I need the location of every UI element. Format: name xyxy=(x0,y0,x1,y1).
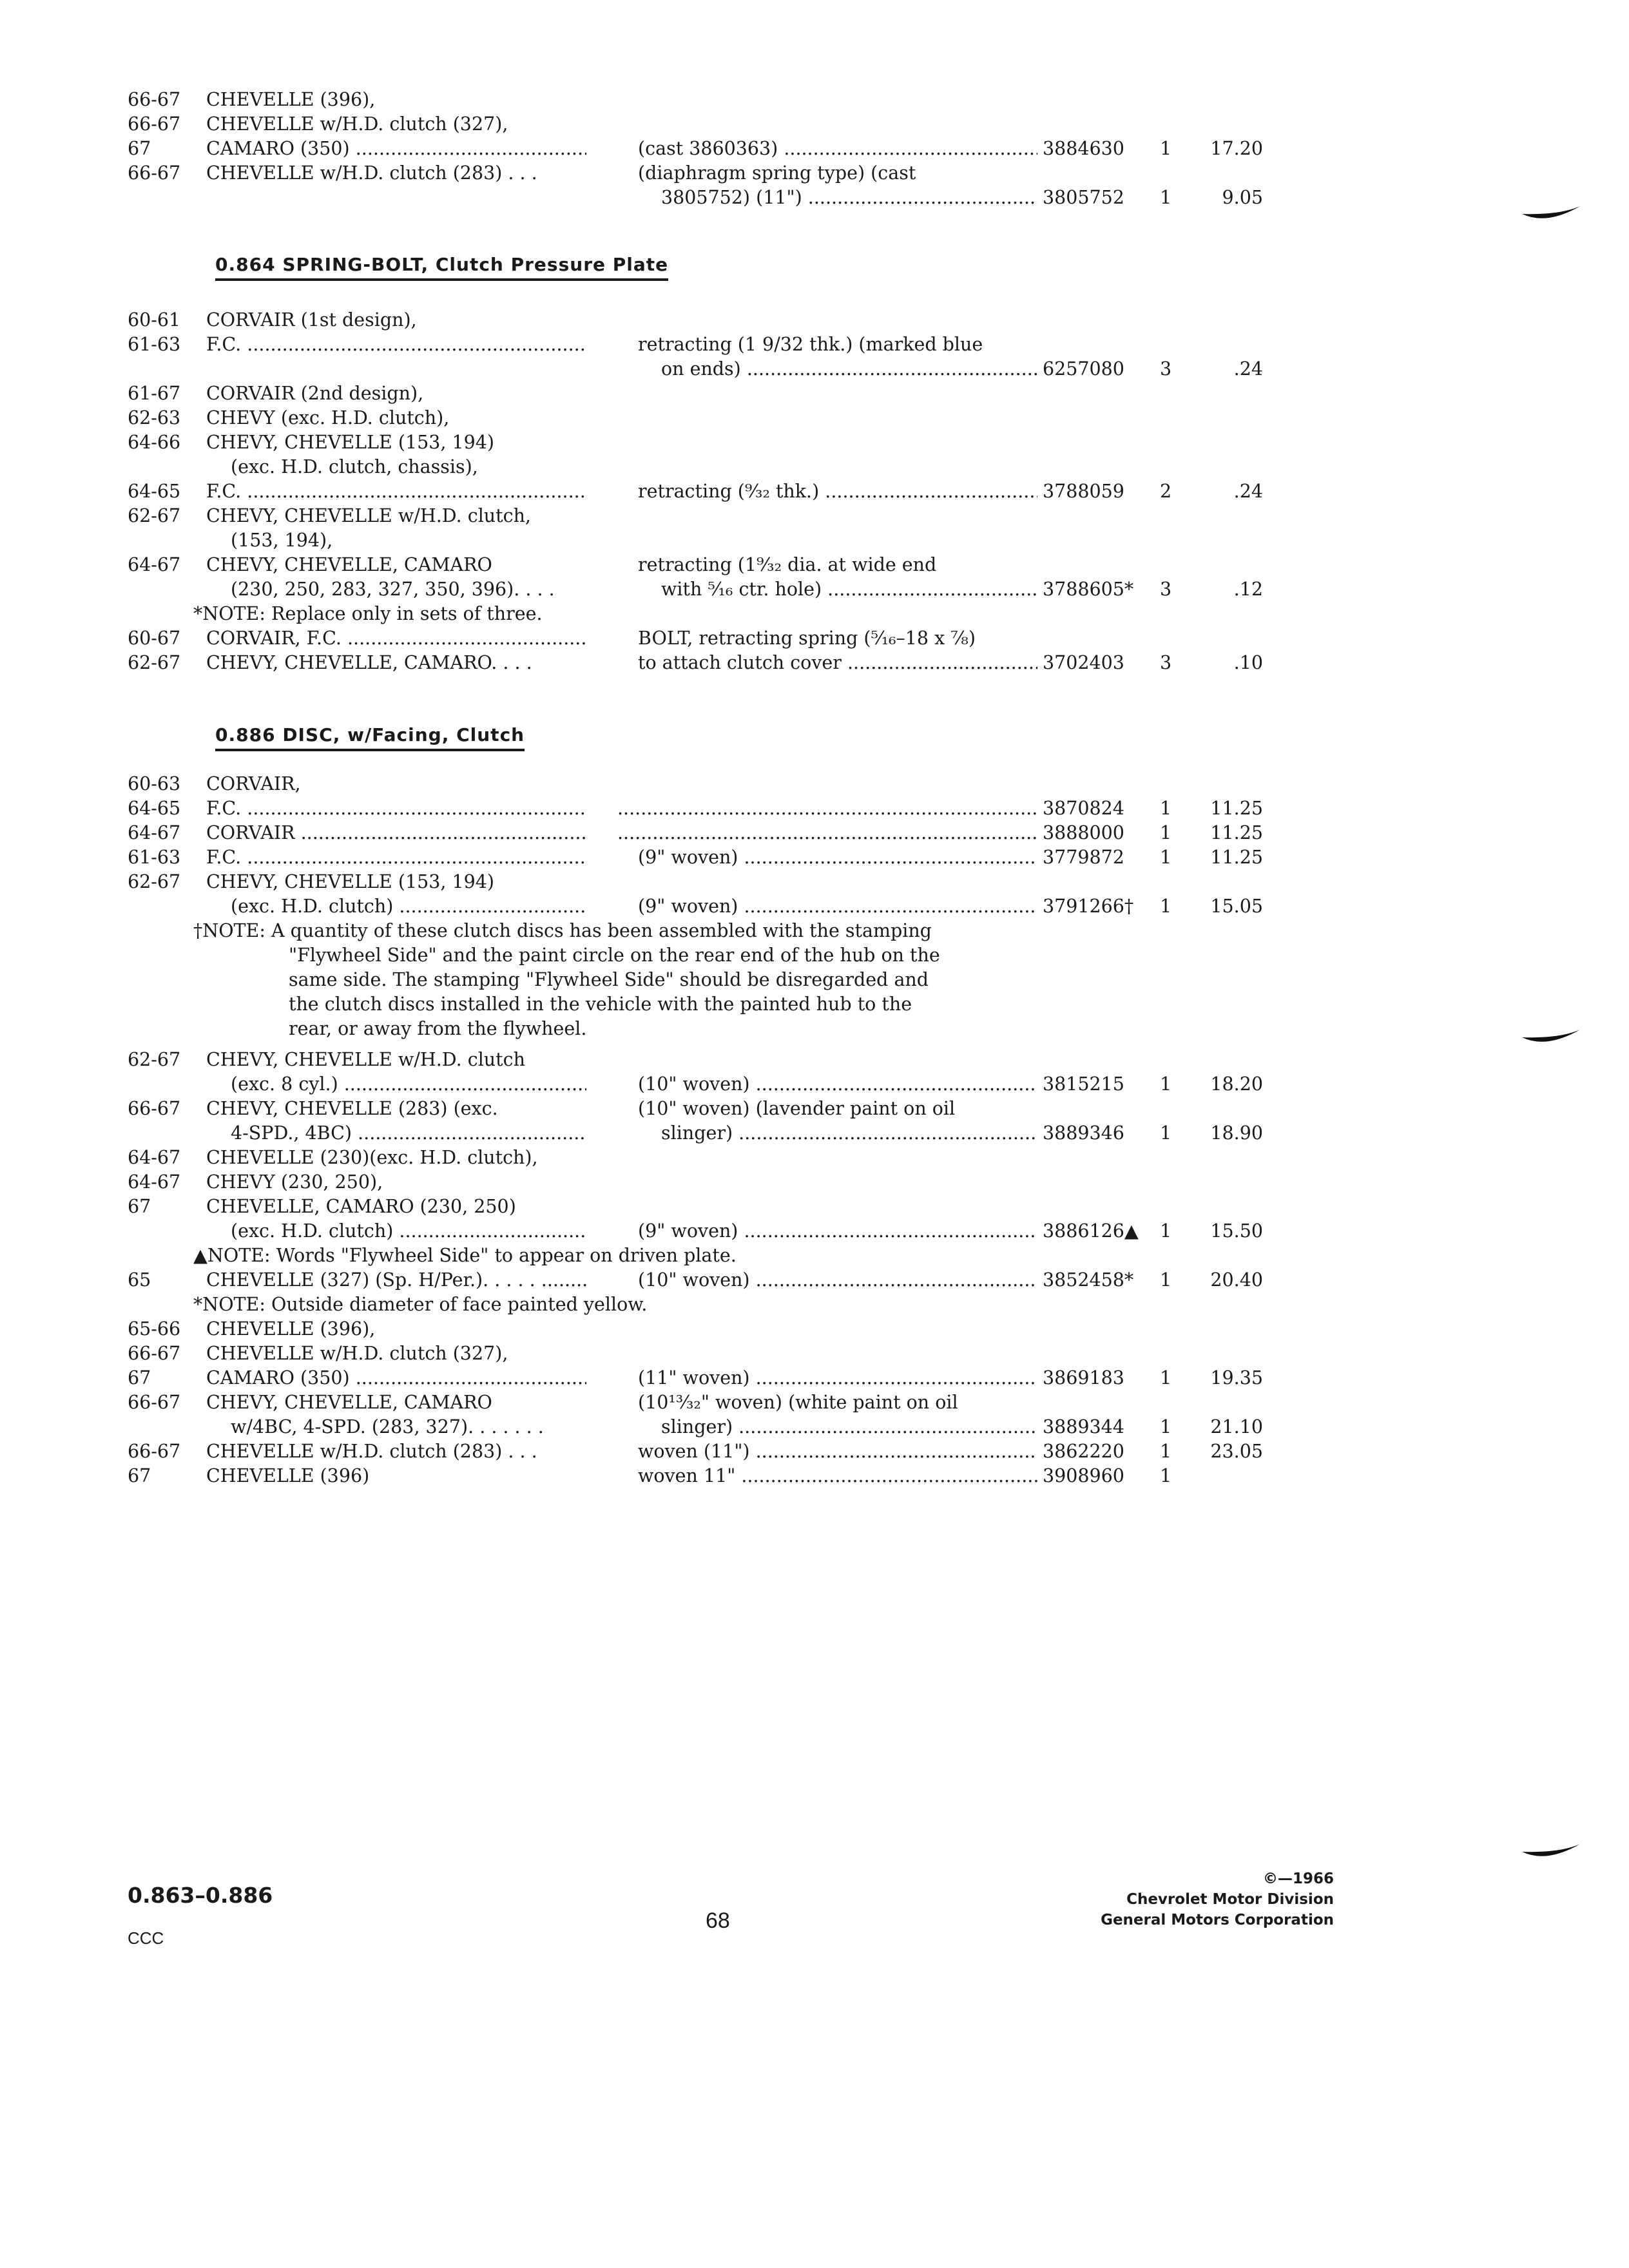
part-number: 6257080 xyxy=(1043,358,1124,380)
price: 18.90 xyxy=(1210,1122,1263,1144)
price: 11.25 xyxy=(1210,798,1263,819)
price: 23.05 xyxy=(1210,1441,1263,1462)
note-row xyxy=(0,1244,1629,1268)
model-description: CHEVELLE (396) xyxy=(206,1465,370,1486)
part-number: 3884630 xyxy=(1043,138,1124,159)
binder-tab-mark xyxy=(1521,204,1583,226)
part-number: 3788059 xyxy=(1043,481,1124,502)
note-row xyxy=(0,602,1629,626)
note-row xyxy=(0,919,1629,943)
part-row xyxy=(0,894,1629,919)
part-row xyxy=(0,796,1629,821)
model-description: CHEVELLE w/H.D. clutch (327), xyxy=(206,113,508,135)
part-row xyxy=(0,870,1629,894)
part-number: 3889346 xyxy=(1043,1122,1124,1144)
model-description: CHEVELLE (396), xyxy=(206,89,376,110)
part-description: slinger) ..... xyxy=(661,1415,1037,1439)
division-name: Chevrolet Motor Division xyxy=(1126,1891,1334,1908)
catalog-code: CCC xyxy=(128,1928,164,1948)
model-description: F.C. ..... xyxy=(206,845,586,870)
part-row xyxy=(0,651,1629,675)
model-description: (exc. 8 cyl.) ..... xyxy=(231,1072,586,1097)
part-description: slinger) ..... xyxy=(661,1121,1037,1146)
year-range: 67 xyxy=(128,138,151,159)
year-range: 61-67 xyxy=(128,383,181,404)
part-row xyxy=(0,479,1629,504)
part-row xyxy=(0,1170,1629,1195)
model-description: CHEVELLE (327) (Sp. H/Per.). . . . . ..... xyxy=(206,1268,586,1293)
part-row xyxy=(0,1268,1629,1293)
year-range: 62-67 xyxy=(128,1049,181,1070)
year-range: 64-67 xyxy=(128,1171,181,1193)
footnote-text: same side. The stamping "Flywheel Side" should be disregarded and xyxy=(289,969,929,990)
year-range: 64-65 xyxy=(128,481,181,502)
part-description: woven 11" ..... xyxy=(638,1464,1037,1488)
quantity: 1 xyxy=(1160,1441,1172,1462)
year-range: 64-67 xyxy=(128,554,181,575)
quantity: 1 xyxy=(1160,1220,1172,1242)
year-range: 67 xyxy=(128,1196,151,1217)
price: 11.25 xyxy=(1210,822,1263,843)
price: .24 xyxy=(1233,358,1263,380)
part-number: 3805752 xyxy=(1043,187,1124,208)
model-description: w/4BC, 4-SPD. (283, 327). . . . . . . xyxy=(231,1416,544,1437)
part-description: 3805752) (11") ..... xyxy=(661,186,1037,210)
part-description: (cast 3860363) ..... xyxy=(638,137,1037,161)
part-row xyxy=(0,821,1629,845)
part-description: BOLT, retracting spring (⁵⁄₁₆–18 x ⁷⁄₈) xyxy=(638,628,976,649)
part-row xyxy=(0,308,1629,332)
part-description: (10" woven) ..... xyxy=(638,1072,1037,1097)
year-range: 60-61 xyxy=(128,309,181,331)
year-range: 60-67 xyxy=(128,628,181,649)
quantity: 1 xyxy=(1160,187,1172,208)
model-description: CHEVELLE w/H.D. clutch (283) . . . xyxy=(206,1441,537,1462)
model-description: CORVAIR ..... xyxy=(206,821,586,845)
quantity: 1 xyxy=(1160,1073,1172,1095)
model-description: (153, 194), xyxy=(231,530,333,551)
footnote-text: rear, or away from the flywheel. xyxy=(289,1018,587,1039)
quantity: 3 xyxy=(1160,579,1172,600)
part-description xyxy=(617,821,1037,845)
note-row xyxy=(0,1293,1629,1317)
quantity: 3 xyxy=(1160,358,1172,380)
part-row xyxy=(0,504,1629,528)
binder-tab-mark xyxy=(1521,1027,1583,1049)
part-description: (9" woven) ..... xyxy=(638,845,1037,870)
model-description: F.C. ..... xyxy=(206,332,586,357)
model-description: CHEVELLE w/H.D. clutch (327), xyxy=(206,1343,508,1364)
price: 11.25 xyxy=(1210,847,1263,868)
part-row xyxy=(0,332,1629,357)
model-description: CHEVY (230, 250), xyxy=(206,1171,383,1193)
price: 17.20 xyxy=(1210,138,1263,159)
quantity: 1 xyxy=(1160,1416,1172,1437)
year-range: 60-63 xyxy=(128,773,181,794)
footnote-text: *NOTE: Outside diameter of face painted yellow. xyxy=(193,1294,648,1315)
part-description: (diaphragm spring type) (cast xyxy=(638,162,916,184)
part-row xyxy=(0,1390,1629,1415)
quantity: 2 xyxy=(1160,481,1172,502)
part-number: 3815215 xyxy=(1043,1073,1124,1095)
part-description: (10" woven) (lavender paint on oil xyxy=(638,1098,956,1119)
year-range: 66-67 xyxy=(128,113,181,135)
part-number: 3791266† xyxy=(1043,896,1134,917)
part-row xyxy=(0,406,1629,430)
year-range: 66-67 xyxy=(128,162,181,184)
model-description: CHEVY, CHEVELLE (153, 194) xyxy=(206,432,495,453)
part-row xyxy=(0,1366,1629,1390)
model-description: CORVAIR (2nd design), xyxy=(206,383,424,404)
section-heading-0864: 0.864 SPRING-BOLT, Clutch Pressure Plate xyxy=(215,253,668,281)
year-range: 67 xyxy=(128,1367,151,1389)
price: 21.10 xyxy=(1210,1416,1263,1437)
part-row xyxy=(0,161,1629,186)
corporation-name: General Motors Corporation xyxy=(1101,1912,1334,1928)
part-number: 3888000 xyxy=(1043,822,1124,843)
price: .24 xyxy=(1233,481,1263,502)
part-description xyxy=(617,796,1037,821)
note-row xyxy=(0,943,1629,968)
part-description: woven (11") ..... xyxy=(638,1439,1037,1464)
footnote-text: the clutch discs installed in the vehicle with the painted hub to the xyxy=(289,994,912,1015)
part-row xyxy=(0,1048,1629,1072)
footnote-text: *NOTE: Replace only in sets of three. xyxy=(193,603,543,624)
model-description: CHEVY, CHEVELLE, CAMARO. . . . xyxy=(206,652,532,673)
year-range: 61-63 xyxy=(128,334,181,355)
part-row xyxy=(0,1146,1629,1170)
part-description: (11" woven) ..... xyxy=(638,1366,1037,1390)
year-range: 64-67 xyxy=(128,822,181,843)
quantity: 1 xyxy=(1160,1465,1172,1486)
note-row xyxy=(0,992,1629,1017)
model-description: (exc. H.D. clutch, chassis), xyxy=(231,456,478,477)
part-row xyxy=(0,1464,1629,1488)
part-row xyxy=(0,845,1629,870)
year-range: 61-63 xyxy=(128,847,181,868)
model-description: CHEVELLE (396), xyxy=(206,1318,376,1340)
part-row xyxy=(0,455,1629,479)
part-row xyxy=(0,357,1629,381)
footnote-text: †NOTE: A quantity of these clutch discs has been assembled with the stamping xyxy=(193,920,932,941)
model-description: F.C. ..... xyxy=(206,796,586,821)
year-range: 64-67 xyxy=(128,1147,181,1168)
price: 9.05 xyxy=(1222,187,1263,208)
quantity: 1 xyxy=(1160,1269,1172,1291)
model-description: CHEVY (exc. H.D. clutch), xyxy=(206,407,450,428)
year-range: 64-65 xyxy=(128,798,181,819)
model-description: CHEVY, CHEVELLE, CAMARO xyxy=(206,554,492,575)
part-row xyxy=(0,1097,1629,1121)
part-description: (10¹³⁄₃₂" woven) (white paint on oil xyxy=(638,1392,958,1413)
part-row xyxy=(0,1341,1629,1366)
quantity: 1 xyxy=(1160,1367,1172,1389)
part-row xyxy=(0,626,1629,651)
part-row xyxy=(0,1219,1629,1244)
page-number: 68 xyxy=(706,1908,730,1933)
year-range: 66-67 xyxy=(128,1392,181,1413)
part-row xyxy=(0,1195,1629,1219)
part-row xyxy=(0,1072,1629,1097)
part-row xyxy=(0,112,1629,137)
model-description: F.C. ..... xyxy=(206,479,586,504)
part-number: 3869183 xyxy=(1043,1367,1124,1389)
quantity: 1 xyxy=(1160,138,1172,159)
price: 15.05 xyxy=(1210,896,1263,917)
footnote-text: ▲NOTE: Words "Flywheel Side" to appear on driven plate. xyxy=(193,1245,737,1266)
year-range: 66-67 xyxy=(128,1441,181,1462)
part-description: (9" woven) ..... xyxy=(638,1219,1037,1244)
model-description: CHEVY, CHEVELLE (283) (exc. xyxy=(206,1098,498,1119)
part-row xyxy=(0,88,1629,112)
part-number: 3908960 xyxy=(1043,1465,1124,1486)
part-description: (9" woven) ..... xyxy=(638,894,1037,919)
price: 19.35 xyxy=(1210,1367,1263,1389)
year-range: 64-66 xyxy=(128,432,181,453)
copyright-block xyxy=(1101,1869,1334,1930)
copyright-year: ©—1966 xyxy=(1262,1870,1334,1887)
model-description: CHEVELLE (230)(exc. H.D. clutch), xyxy=(206,1147,538,1168)
part-row xyxy=(0,430,1629,455)
year-range: 66-67 xyxy=(128,89,181,110)
part-row xyxy=(0,1415,1629,1439)
part-number: 3862220 xyxy=(1043,1441,1124,1462)
note-row xyxy=(0,968,1629,992)
year-range: 62-67 xyxy=(128,871,181,892)
quantity: 1 xyxy=(1160,847,1172,868)
part-description: retracting (1 9/32 thk.) (marked blue xyxy=(638,334,983,355)
part-row xyxy=(0,772,1629,796)
part-number: 3886126▲ xyxy=(1043,1220,1139,1242)
model-description: CHEVELLE, CAMARO (230, 250) xyxy=(206,1196,516,1217)
quantity: 3 xyxy=(1160,652,1172,673)
part-description: (10" woven) ..... xyxy=(638,1268,1037,1293)
year-range: 65 xyxy=(128,1269,151,1291)
part-number: 3852458* xyxy=(1043,1269,1134,1291)
quantity: 1 xyxy=(1160,822,1172,843)
section-heading-0886: 0.886 DISC, w/Facing, Clutch xyxy=(215,723,525,751)
part-row xyxy=(0,137,1629,161)
part-row xyxy=(0,553,1629,577)
part-description: on ends) ..... xyxy=(661,357,1037,381)
model-description: (exc. H.D. clutch) ..... xyxy=(231,1219,586,1244)
model-description: CHEVELLE w/H.D. clutch (283) . . . xyxy=(206,162,537,184)
part-number: 3870824 xyxy=(1043,798,1124,819)
part-description: to attach clutch cover ..... xyxy=(638,651,1037,675)
section-range: 0.863–0.886 xyxy=(128,1883,273,1908)
year-range: 66-67 xyxy=(128,1343,181,1364)
part-number: 3788605* xyxy=(1043,579,1134,600)
year-range: 67 xyxy=(128,1465,151,1486)
part-row xyxy=(0,1317,1629,1341)
model-description: (230, 250, 283, 327, 350, 396). . . . xyxy=(231,579,555,600)
model-description: CORVAIR (1st design), xyxy=(206,309,417,331)
year-range: 62-67 xyxy=(128,505,181,526)
quantity: 1 xyxy=(1160,896,1172,917)
part-row xyxy=(0,1439,1629,1464)
price: .12 xyxy=(1233,579,1263,600)
price: 15.50 xyxy=(1210,1220,1263,1242)
model-description: CORVAIR, xyxy=(206,773,301,794)
quantity: 1 xyxy=(1160,1122,1172,1144)
model-description: (exc. H.D. clutch) ..... xyxy=(231,894,586,919)
note-row xyxy=(0,1017,1629,1041)
part-number: 3779872 xyxy=(1043,847,1124,868)
part-row xyxy=(0,186,1629,210)
model-description: CHEVY, CHEVELLE w/H.D. clutch xyxy=(206,1049,525,1070)
year-range: 62-67 xyxy=(128,652,181,673)
price: 20.40 xyxy=(1210,1269,1263,1291)
part-description: retracting (⁹⁄₃₂ thk.) ..... xyxy=(638,479,1037,504)
model-description: CHEVY, CHEVELLE w/H.D. clutch, xyxy=(206,505,531,526)
binder-tab-mark xyxy=(1521,1841,1583,1863)
price: 18.20 xyxy=(1210,1073,1263,1095)
part-row xyxy=(0,1121,1629,1146)
price: .10 xyxy=(1233,652,1263,673)
part-number: 3702403 xyxy=(1043,652,1124,673)
part-row xyxy=(0,577,1629,602)
part-row xyxy=(0,528,1629,553)
part-description: retracting (1⁹⁄₃₂ dia. at wide end xyxy=(638,554,937,575)
year-range: 66-67 xyxy=(128,1098,181,1119)
model-description: 4-SPD., 4BC) ..... xyxy=(231,1121,586,1146)
footnote-text: "Flywheel Side" and the paint circle on the rear end of the hub on the xyxy=(289,945,940,966)
year-range: 65-66 xyxy=(128,1318,181,1340)
model-description: CHEVY, CHEVELLE, CAMARO xyxy=(206,1392,492,1413)
part-row xyxy=(0,381,1629,406)
year-range: 62-63 xyxy=(128,407,181,428)
part-description: with ⁵⁄₁₆ ctr. hole) ..... xyxy=(661,577,1037,602)
model-description: CAMARO (350) ..... xyxy=(206,137,586,161)
quantity: 1 xyxy=(1160,798,1172,819)
model-description: CHEVY, CHEVELLE (153, 194) xyxy=(206,871,495,892)
model-description: CAMARO (350) ..... xyxy=(206,1366,586,1390)
model-description: CORVAIR, F.C. ..... xyxy=(206,626,586,651)
part-number: 3889344 xyxy=(1043,1416,1124,1437)
